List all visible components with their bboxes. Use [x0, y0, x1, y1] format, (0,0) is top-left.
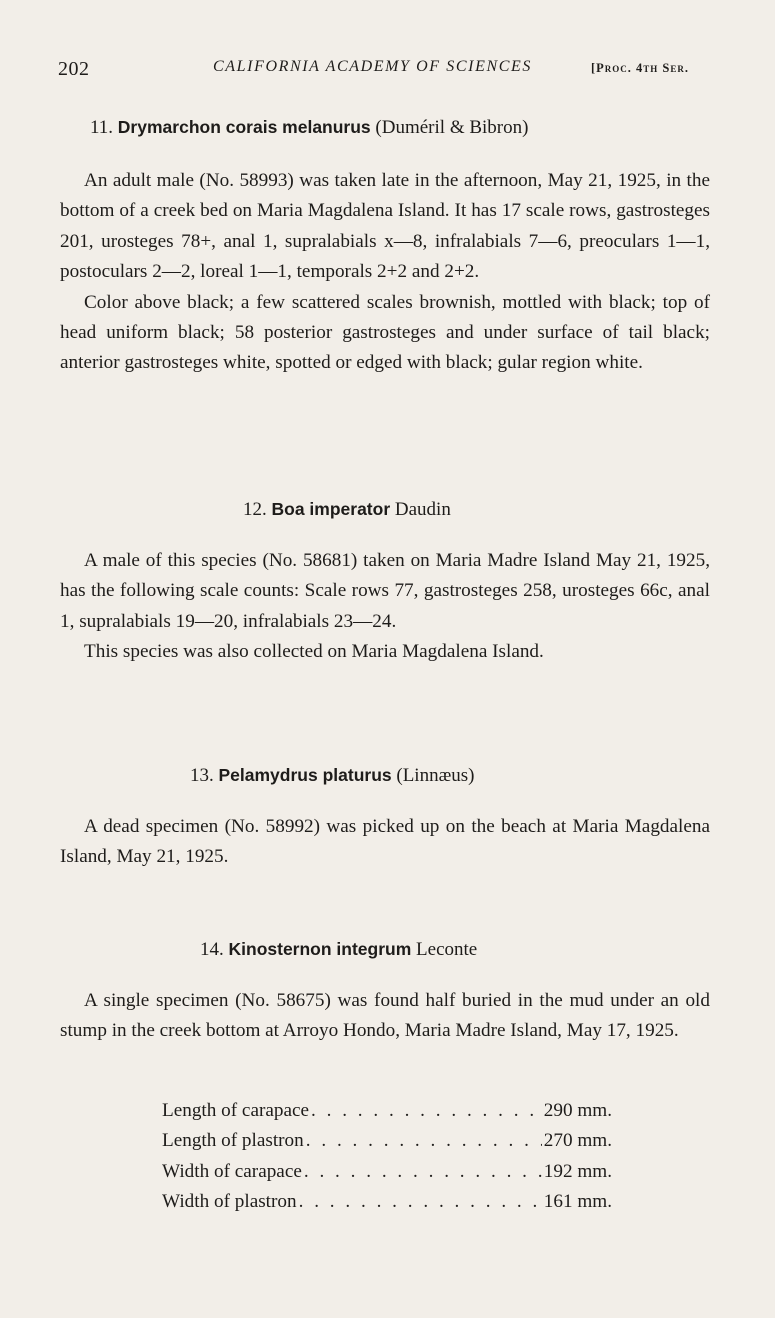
- section-heading-13: [0, 762, 775, 789]
- measurement-label: Length of plastron: [162, 1130, 304, 1152]
- scientific-name: Kinosternon integrum: [228, 939, 412, 959]
- section-body-11: [60, 166, 710, 379]
- dot-leader: [311, 1096, 542, 1126]
- paragraph: A single specimen (No. 58675) was found half buried in the mud under an old stump in the creek bottom at Arroyo Hondo, Maria Madre Island, May 17, 1925.: [60, 990, 710, 1042]
- scientific-name: Boa imperator: [271, 499, 391, 519]
- measurement-label: Width of carapace: [162, 1160, 302, 1182]
- paragraph: This species was also collected on Maria Magdalena Island.: [84, 641, 544, 663]
- dot-leader: [304, 1157, 542, 1187]
- section-heading-11: [0, 114, 775, 141]
- measurement-row: [162, 1126, 612, 1156]
- measurement-row: [162, 1157, 612, 1187]
- measurement-label: Width of plastron: [162, 1191, 297, 1213]
- paragraph: Color above black; a few scattered scales brownish, mottled with black; top of head uniform black; 58 posterior gastrosteges and under surface of tail black; anterior gastrosteges white, spotted or edged with black; gular region white.: [60, 291, 710, 374]
- measurement-row: [162, 1096, 612, 1126]
- measurement-value: 192 mm.: [543, 1160, 612, 1182]
- journal-title: CALIFORNIA ACADEMY OF SCIENCES: [213, 58, 532, 75]
- measurement-value: 270 mm.: [543, 1130, 612, 1152]
- running-head: [58, 56, 718, 86]
- paragraph: A male of this species (No. 58681) taken on Maria Madre Island May 21, 1925, has the following scale counts: Scale rows 77, gastrosteges 258, urosteges 66c, anal 1, supralabials 19—20, infralabials 23—24.: [60, 550, 710, 632]
- scientific-name: Drymarchon corais melanurus: [117, 117, 371, 137]
- measurement-value: 161 mm.: [543, 1191, 612, 1213]
- dot-leader: [299, 1187, 542, 1217]
- authority: Leconte: [416, 939, 478, 960]
- measurement-value: 290 mm.: [543, 1100, 612, 1121]
- series-label: [Proc. 4th Ser.: [591, 61, 690, 75]
- section-number: 11.: [90, 117, 114, 138]
- section-number: 14.: [200, 939, 224, 960]
- scientific-name: Pelamydrus platurus: [218, 765, 392, 785]
- paragraph: An adult male (No. 58993) was taken late in the afternoon, May 21, 1925, in the bottom of a creek bed on Maria Magdalena Island. It has 17 scale rows, gastrosteges 201, urosteges 78+, anal 1, supralabials x—8, infralabials 7—6, preoculars 1—1, postoculars 2—2, loreal 1—1, temporals 2+2 and 2+2.: [60, 170, 710, 283]
- measurement-label: Length of carapace: [162, 1100, 310, 1121]
- authority: (Duméril & Bibron): [375, 117, 529, 138]
- measurement-table: [162, 1096, 622, 1218]
- measurement-row: [162, 1187, 612, 1217]
- section-heading-14: [0, 936, 775, 963]
- section-number: 13.: [190, 765, 214, 786]
- section-number: 12.: [243, 499, 267, 520]
- section-body-12: [60, 546, 710, 668]
- paragraph: A dead specimen (No. 58992) was picked up on the beach at Maria Magdalena Island, May 21, 1925.: [60, 816, 710, 868]
- page-number: 202: [58, 58, 90, 80]
- section-heading-12: [0, 496, 775, 523]
- dot-leader: [306, 1126, 542, 1156]
- section-body-14: [60, 986, 710, 1047]
- authority: Daudin: [394, 499, 451, 520]
- authority: (Linnæus): [396, 765, 475, 786]
- section-body-13: [60, 812, 710, 873]
